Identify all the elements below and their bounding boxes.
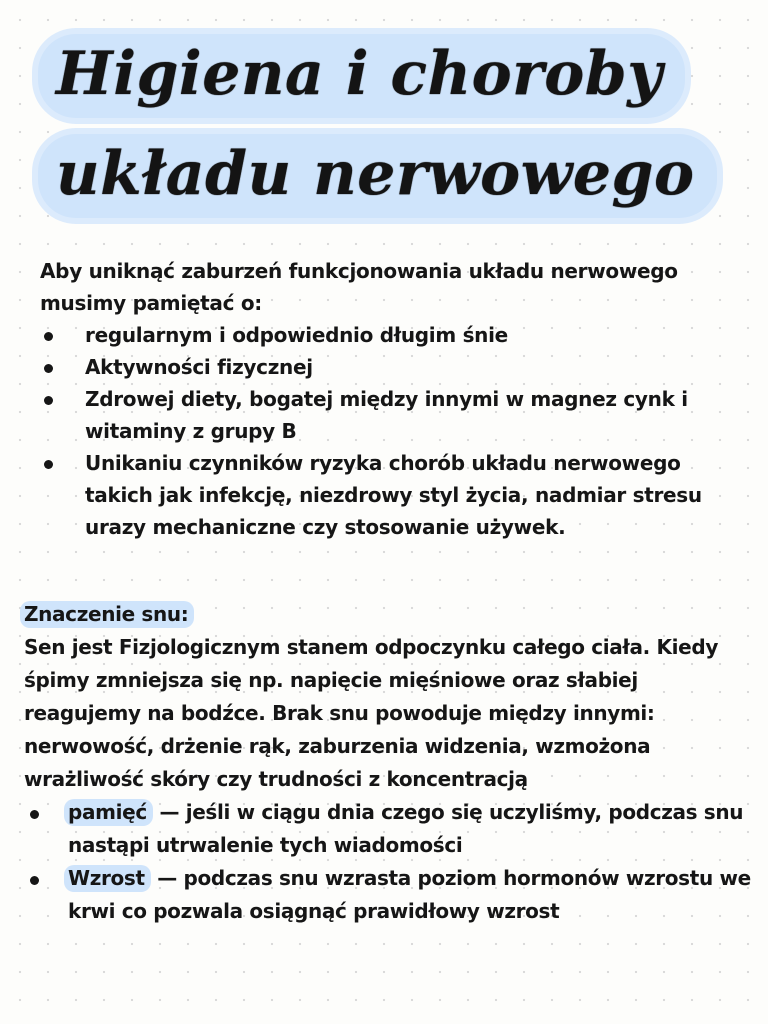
list-item-text: Unikaniu czynników ryzyka chorób układu nerwowego takich jak infekcję, niezdrowy styl życia, nadmiar stresu urazy mechaniczne czy stosowanie używek. <box>85 451 702 539</box>
title-line-2: układu nerwowego <box>38 134 717 218</box>
intro-text: Aby uniknąć zaburzeń funkcjonowania układu nerwowego musimy pamiętać o: <box>40 259 678 315</box>
bullet-dot-icon <box>44 396 53 405</box>
bullet-dot-icon <box>44 460 53 469</box>
list-item <box>40 351 740 383</box>
list-item <box>40 447 740 543</box>
sleep-heading: Znaczenie snu: <box>20 601 194 628</box>
list-item <box>40 319 740 351</box>
list-item-text: — podczas snu wzrasta poziom hormonów wzrostu we krwi co pozwala osiągnąć prawidłowy wzrost <box>68 866 751 923</box>
highlighted-term: Wzrost <box>64 865 151 892</box>
sleep-heading-line <box>24 598 754 631</box>
intro-section <box>40 255 740 543</box>
list-item <box>24 862 754 928</box>
sleep-bullet-list <box>24 796 754 928</box>
list-item-text: — jeśli w ciągu dnia czego się uczyliśmy, podczas snu nastąpi utrwalenie tych wiadomości <box>68 800 744 857</box>
list-item <box>40 383 740 447</box>
bullet-dot-icon <box>30 810 39 819</box>
title-line-1: Higiena i choroby <box>38 34 685 118</box>
sleep-body: Sen jest Fizjologicznym stanem odpoczynku całego ciała. Kiedy śpimy zmniejsza się np. napięcie mięśniowe oraz słabiej reagujemy na bodźce. Brak snu powoduje między innymi: nerwowość, drżenie rąk, zaburzenia widzenia, wzmożona wrażliwość skóry czy trudności z koncentracją <box>24 635 719 791</box>
page-title <box>38 34 738 218</box>
list-item <box>24 796 754 862</box>
bullet-dot-icon <box>44 332 53 341</box>
highlighted-term: pamięć <box>64 799 153 826</box>
list-item-text: Zdrowej diety, bogatej między innymi w magnez cynk i witaminy z grupy B <box>85 387 688 443</box>
sleep-section <box>24 598 754 928</box>
list-item-text: Aktywności fizycznej <box>85 355 313 379</box>
bullet-dot-icon <box>44 364 53 373</box>
intro-bullet-list <box>40 319 740 543</box>
bullet-dot-icon <box>30 876 39 885</box>
list-item-text: regularnym i odpowiednio długim śnie <box>85 323 508 347</box>
